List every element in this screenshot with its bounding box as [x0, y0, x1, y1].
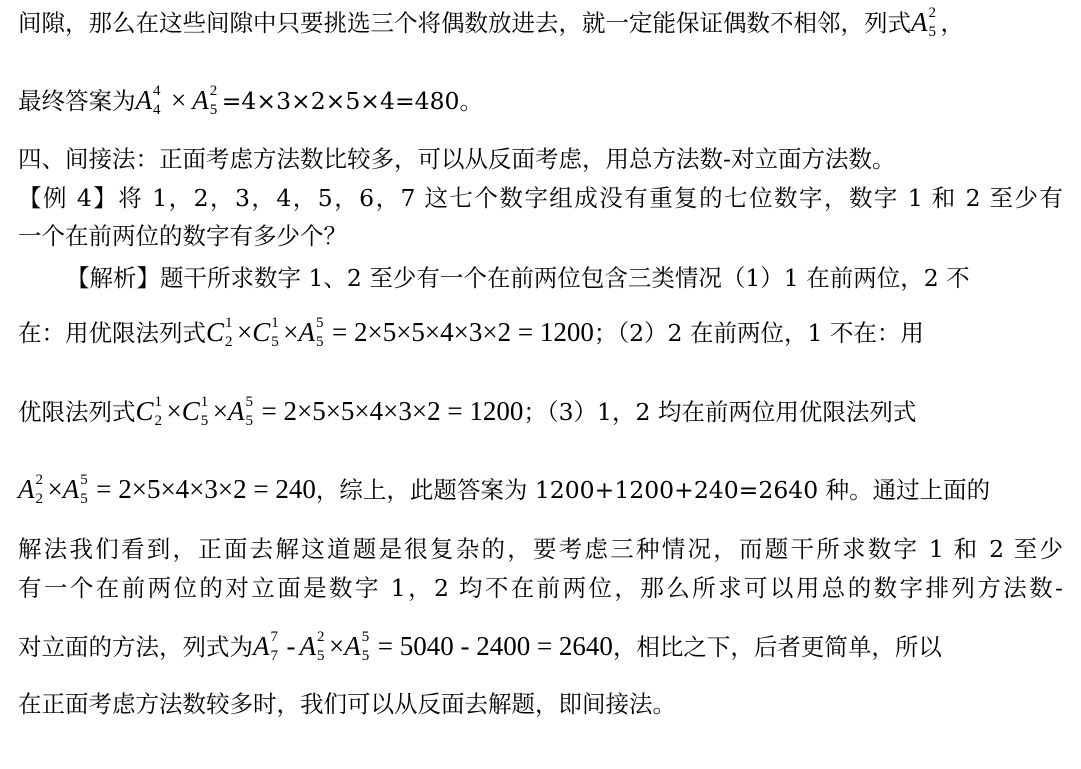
- subscript: 5: [271, 333, 279, 350]
- line-11-text: 有一个在前两位的对立面是数字 1，2 均不在前两位，那么所求可以用总的数字排列方法数-: [18, 574, 1063, 602]
- superscript: 5: [80, 471, 88, 488]
- section-heading: 四、间接法：正面考虑方法数比较多，可以从反面考虑，用总方法数-对立面方法数。: [18, 145, 896, 173]
- math-times: ×: [171, 85, 187, 115]
- line-1-end: ，: [940, 9, 964, 37]
- text-line-7: [18, 316, 1063, 350]
- math-A-symbol: A: [344, 631, 361, 661]
- math-C-symbol: C: [181, 396, 200, 426]
- line-1-text: 间隙，那么在这些间隙中只要挑选三个将偶数放进去，就一定能保证偶数不相邻，列式: [18, 9, 911, 37]
- math-times: ×: [212, 396, 228, 426]
- math-A-symbol: A: [911, 7, 928, 37]
- line-8-end: ；（3）1，2 均在前两位用优限法列式: [523, 398, 917, 426]
- line-9-end: ，综上，此题答案为 1200+1200+240=2640 种。通过上面的: [315, 476, 991, 504]
- superscript: 1: [271, 314, 279, 331]
- superscript: 7: [270, 628, 278, 645]
- text-line-6: [66, 262, 1063, 294]
- math-scripts: [361, 628, 374, 664]
- math-A-symbol: A: [192, 85, 209, 115]
- solution-heading: 【解析】题干所求数字 1、2 至少有一个在前两位包含三类情况（1）1 在前两位，2 不: [66, 264, 970, 292]
- math-calculation: = 2×5×4×3×2 = 240: [96, 474, 316, 504]
- text-line-1: [18, 6, 1063, 40]
- subscript: 5: [200, 412, 209, 429]
- math-scripts: [271, 314, 283, 350]
- math-A-symbol: A: [253, 631, 270, 661]
- subscript: 4: [153, 101, 161, 118]
- math-times: ×: [47, 474, 63, 504]
- line-7-end: ；（2）2 在前两位，1 不在：用: [593, 319, 924, 347]
- math-scripts: [928, 4, 941, 40]
- superscript: 2: [928, 4, 936, 21]
- subscript: 7: [270, 647, 278, 664]
- subscript: 2: [225, 333, 233, 350]
- math-minus: -: [286, 631, 296, 661]
- text-line-8: [18, 395, 1063, 429]
- math-C-symbol: C: [135, 396, 154, 426]
- subscript: 2: [154, 412, 163, 429]
- text-line-9: [18, 473, 1063, 507]
- math-A-symbol: A: [62, 474, 80, 504]
- math-times: ×: [237, 317, 253, 347]
- math-A-symbol: A: [228, 396, 245, 426]
- superscript: 2: [317, 628, 325, 645]
- superscript: 5: [245, 393, 253, 410]
- line-7-text: 在：用优限法列式: [18, 319, 206, 347]
- text-line-12: [18, 630, 1063, 664]
- math-calculation: = 5040 - 2400 = 2640: [377, 631, 613, 661]
- subscript: 5: [317, 647, 325, 664]
- math-scripts: [270, 628, 283, 664]
- text-line-2: [18, 84, 1063, 118]
- math-calculation: = 2×5×5×4×3×2 = 1200: [261, 396, 524, 426]
- subscript: 5: [80, 490, 88, 507]
- line-12-end: ，相比之下，后者更简单，所以: [612, 633, 942, 661]
- line-12-text: 对立面的方法，列式为: [18, 633, 253, 661]
- math-scripts: [225, 314, 237, 350]
- line-13-text: 在正面考虑方法数较多时，我们可以从反面去解题，即间接法。: [18, 690, 676, 718]
- text-line-13: [18, 688, 1063, 720]
- subscript: 5: [209, 101, 218, 118]
- superscript: 2: [209, 82, 218, 99]
- subscript: 2: [35, 490, 43, 507]
- text-line-3: [18, 143, 1063, 175]
- text-line-5: [18, 220, 1063, 252]
- example-question: 【例 4】将 1，2，3，4，5，6，7 这七个数字组成没有重复的七位数字，数字 1 和 2 至少有: [18, 184, 1063, 212]
- math-scripts: [200, 393, 213, 429]
- superscript: 5: [316, 314, 324, 331]
- math-scripts: [80, 471, 92, 507]
- math-scripts: [153, 82, 165, 118]
- superscript: 1: [154, 393, 163, 410]
- superscript: 5: [361, 628, 370, 645]
- math-A-symbol: A: [298, 317, 315, 347]
- superscript: 4: [153, 82, 161, 99]
- math-C-symbol: C: [252, 317, 271, 347]
- superscript: 1: [200, 393, 209, 410]
- math-scripts: [245, 393, 258, 429]
- subscript: 5: [361, 647, 370, 664]
- subscript: 5: [316, 333, 324, 350]
- text-line-11: [18, 572, 1063, 604]
- math-times: ×: [329, 631, 345, 661]
- line-2-result: =4×3×2×5×4=480。: [221, 87, 483, 115]
- math-C-symbol: C: [206, 317, 225, 347]
- text-line-10: [18, 533, 1063, 565]
- line-2-text: 最终答案为: [18, 87, 136, 115]
- math-calculation: = 2×5×5×4×3×2 = 1200: [332, 317, 594, 347]
- example-question-end: 一个在前两位的数字有多少个？: [18, 222, 347, 250]
- math-scripts: [35, 471, 48, 507]
- math-A-symbol: A: [18, 474, 35, 504]
- superscript: 2: [35, 471, 43, 488]
- subscript: 5: [928, 23, 936, 40]
- text-line-4: [18, 182, 1063, 214]
- line-8-text: 优限法列式: [18, 398, 136, 426]
- math-scripts: [154, 393, 167, 429]
- line-10-text: 解法我们看到，正面去解这道题是很复杂的，要考虑三种情况，而题干所求数字 1 和 2 至少: [18, 535, 1063, 563]
- math-scripts: [317, 628, 329, 664]
- math-times: ×: [283, 317, 299, 347]
- math-A-symbol: A: [135, 85, 152, 115]
- math-scripts: [209, 82, 222, 118]
- superscript: 1: [225, 314, 233, 331]
- math-times: ×: [166, 396, 182, 426]
- math-A-symbol: A: [299, 631, 316, 661]
- math-scripts: [316, 314, 328, 350]
- subscript: 5: [245, 412, 253, 429]
